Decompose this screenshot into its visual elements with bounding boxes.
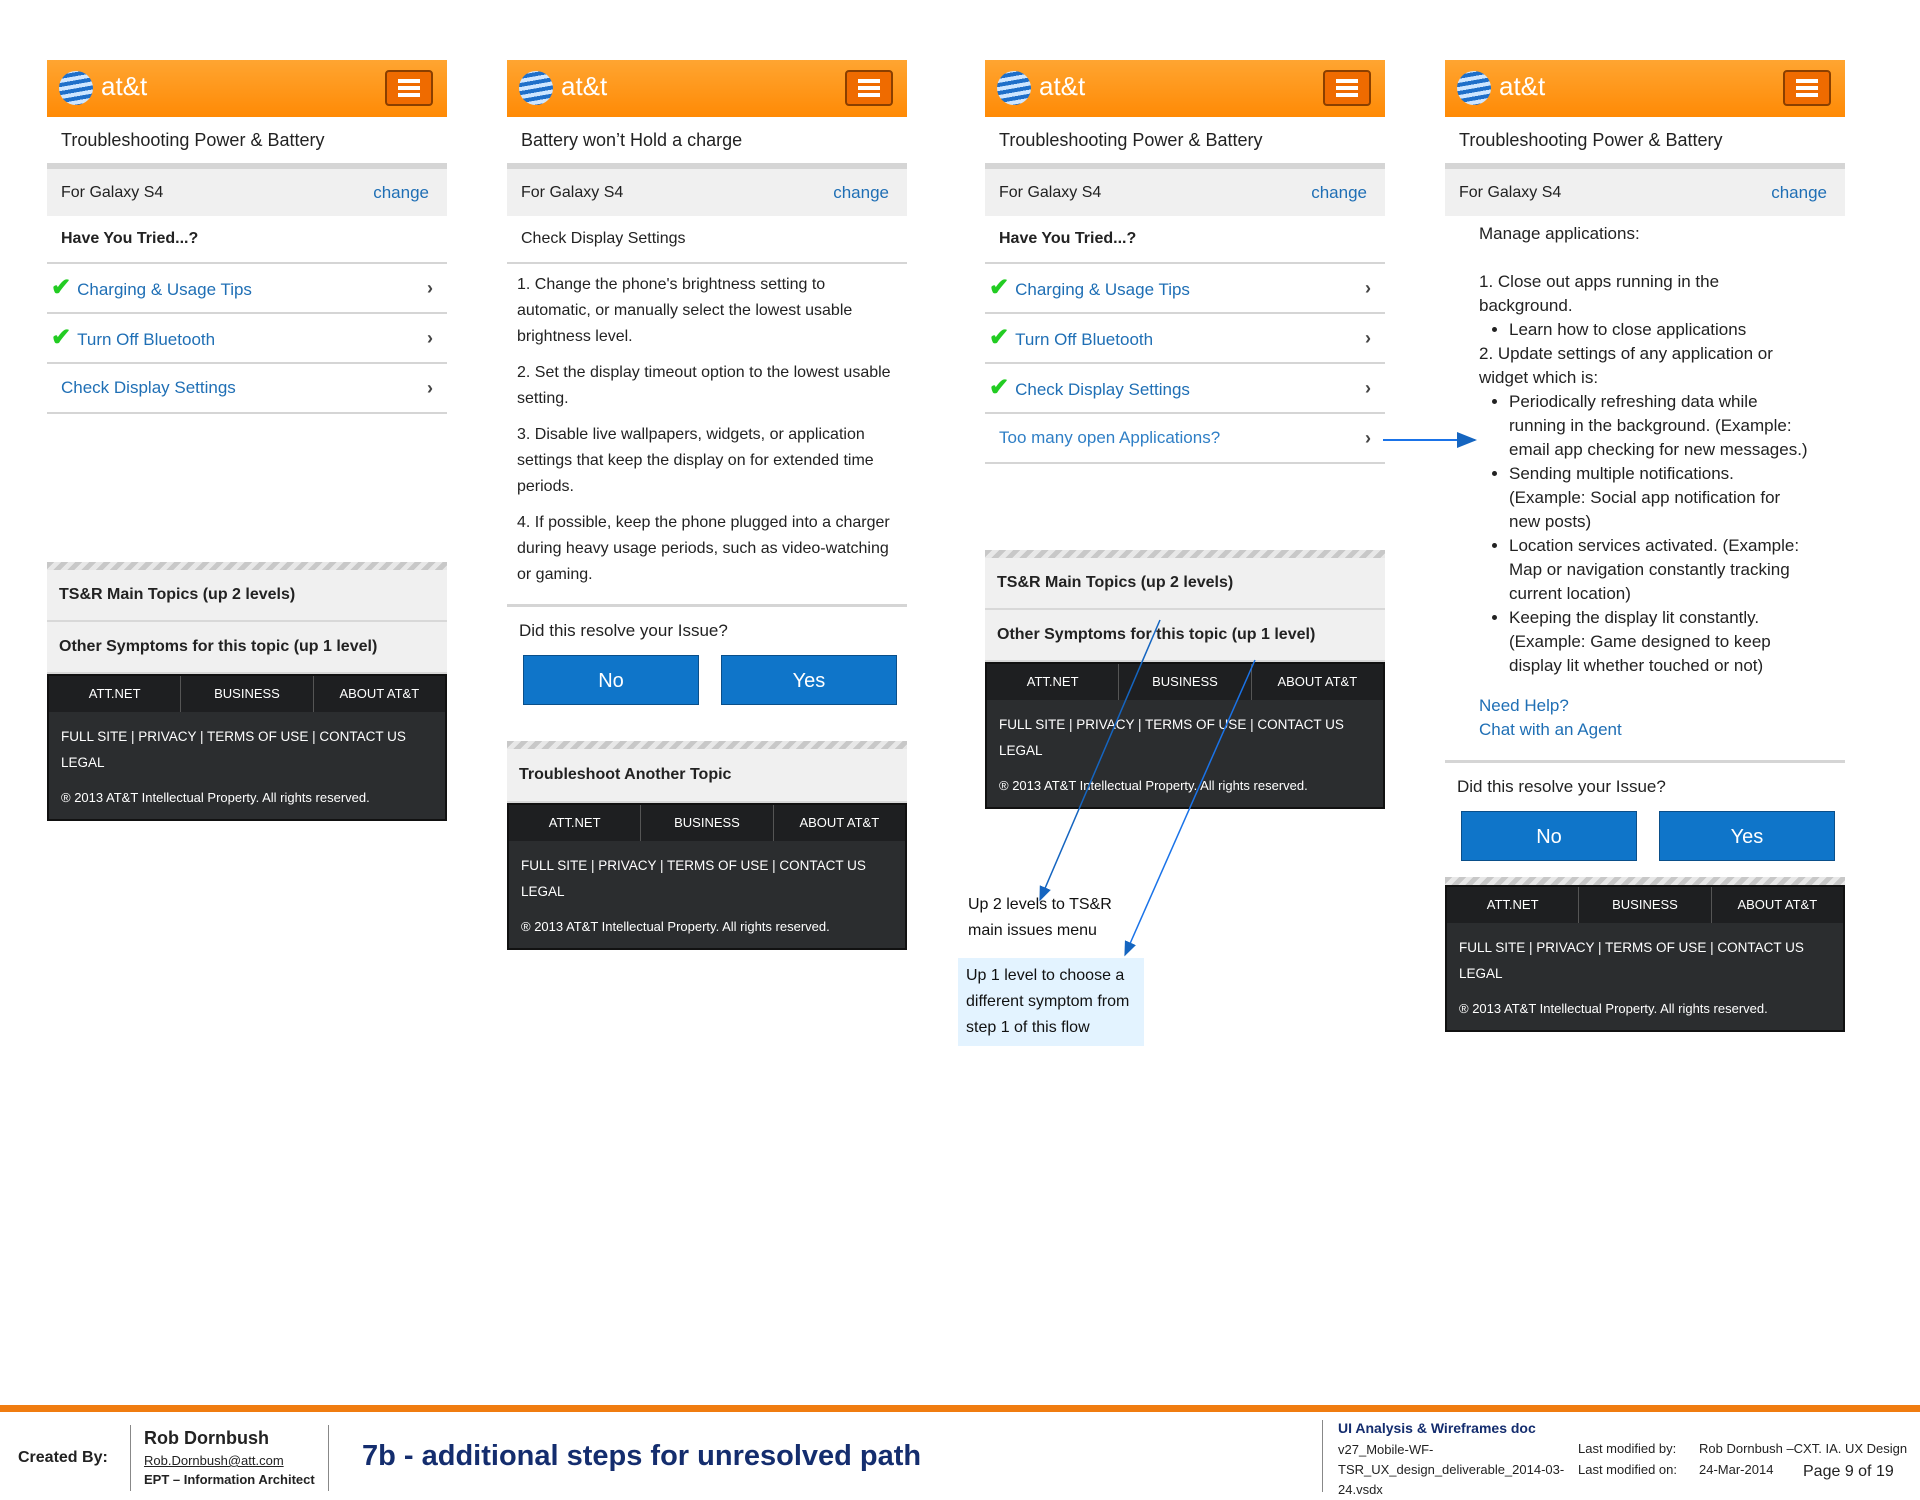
step-text: 2. Set the display timeout option to the lowest usable setting.: [517, 364, 891, 407]
chevron-right-icon: ›: [427, 378, 433, 398]
main-topics-link[interactable]: TS&R Main Topics (up 2 levels): [47, 570, 447, 622]
device-label: For Galaxy S4: [999, 184, 1102, 201]
change-device-link[interactable]: change: [1311, 183, 1367, 202]
footer-nav-att-net[interactable]: ATT.NET: [1447, 887, 1579, 923]
resolve-question: Did this resolve your Issue?: [519, 621, 728, 640]
learn-close-apps-item[interactable]: • Learn how to close applications: [1509, 318, 1809, 342]
footer-nav-business[interactable]: BUSINESS: [641, 805, 773, 841]
list-item-label: Too many open Applications?: [999, 428, 1221, 447]
footer-links[interactable]: FULL SITE | PRIVACY | TERMS OF USE | CONTACT US: [61, 729, 406, 744]
chevron-right-icon: ›: [1365, 328, 1371, 348]
annotation-up-1-level: Up 1 level to choose a different symptom from step 1 of this flow: [958, 958, 1144, 1046]
have-you-tried-heading: Have You Tried...?: [47, 216, 447, 264]
page-title: Troubleshooting Power & Battery: [1445, 117, 1845, 169]
footer-nav-about[interactable]: ABOUT AT&T: [339, 686, 420, 701]
footer-nav-about[interactable]: ABOUT AT&T: [799, 815, 880, 830]
another-topic-link[interactable]: Troubleshoot Another Topic: [507, 749, 907, 803]
bullet-item: • Location services activated. (Example: Map or navigation constantly tracking current location): [1509, 534, 1809, 606]
chevron-right-icon: ›: [1365, 378, 1371, 398]
list-item-label: Check Display Settings: [61, 378, 236, 397]
main-topics-link[interactable]: TS&R Main Topics (up 2 levels): [985, 558, 1385, 610]
list-item-label: Check Display Settings: [1015, 380, 1190, 399]
footer-legal[interactable]: LEGAL: [61, 755, 105, 770]
device-label: For Galaxy S4: [521, 184, 624, 201]
check-icon: ✔: [989, 274, 1010, 301]
flow-arrow: [1040, 620, 1160, 900]
step-text: 1. Close out apps running in the background.: [1479, 272, 1720, 315]
footer-divider: [328, 1425, 329, 1491]
page-title: Troubleshooting Power & Battery: [985, 117, 1385, 169]
bullet-item: • Periodically refreshing data while running in the background. (Example: email app checking for new messages.): [1509, 390, 1809, 462]
footer-nav-business[interactable]: BUSINESS: [1579, 887, 1711, 923]
copyright: ® 2013 AT&T Intellectual Property. All rights reserved.: [1459, 1001, 1768, 1016]
page-title: Battery won’t Hold a charge: [507, 117, 907, 169]
doc-name: UI Analysis & Wireframes doc: [1338, 1420, 1536, 1436]
footer-nav-att-net[interactable]: ATT.NET: [509, 805, 641, 841]
author-email[interactable]: Rob.Dornbush@att.com: [144, 1453, 284, 1468]
footer-nav-business[interactable]: BUSINESS: [181, 676, 313, 712]
page-heading: 7b - additional steps for unresolved path: [362, 1440, 922, 1472]
copyright: ® 2013 AT&T Intellectual Property. All rights reserved.: [61, 790, 370, 805]
author-name: Rob Dornbush: [144, 1428, 269, 1448]
other-symptoms-link[interactable]: Other Symptoms for this topic (up 1 level): [47, 622, 447, 674]
step-text: 3. Disable live wallpapers, widgets, or application settings that keep the display on for extended time periods.: [517, 426, 874, 495]
need-help-heading: Need Help?: [1479, 696, 1569, 715]
author-role: EPT – Information Architect: [144, 1472, 315, 1487]
footer-nav-att-net[interactable]: ATT.NET: [49, 676, 181, 712]
check-icon: ✔: [989, 374, 1010, 401]
footer-divider: [130, 1425, 131, 1491]
footer-links[interactable]: FULL SITE | PRIVACY | TERMS OF USE | CONTACT US: [1459, 940, 1804, 955]
change-device-link[interactable]: change: [833, 183, 889, 202]
copyright: ® 2013 AT&T Intellectual Property. All rights reserved.: [521, 919, 830, 934]
yes-button[interactable]: Yes: [1659, 811, 1835, 861]
no-button[interactable]: No: [523, 655, 699, 705]
no-button[interactable]: No: [1461, 811, 1637, 861]
yes-button[interactable]: Yes: [721, 655, 897, 705]
brand-logo-text: at&t: [1039, 71, 1086, 101]
change-device-link[interactable]: change: [1771, 183, 1827, 202]
list-item-label: Turn Off Bluetooth: [1015, 330, 1154, 349]
chevron-right-icon: ›: [427, 278, 433, 298]
device-label: For Galaxy S4: [1459, 184, 1562, 201]
step-text: 1. Change the phone's brightness setting to automatic, or manually select the lowest usable brightness level.: [517, 276, 853, 345]
chevron-right-icon: ›: [427, 328, 433, 348]
list-item-label: Charging & Usage Tips: [77, 280, 252, 299]
brand-logo-text: at&t: [1499, 71, 1546, 101]
chevron-right-icon: ›: [1365, 428, 1371, 448]
chevron-right-icon: ›: [1365, 278, 1371, 298]
bullet-item: • Sending multiple notifications. (Example: Social app notification for new posts): [1509, 462, 1809, 534]
footer-nav-att-net[interactable]: ATT.NET: [987, 664, 1119, 700]
list-item-label: Turn Off Bluetooth: [77, 330, 216, 349]
modified-on-label: Last modified on:: [1578, 1462, 1678, 1477]
brand-logo-text: at&t: [101, 71, 148, 101]
brand-logo-text: at&t: [561, 71, 608, 101]
copyright: ® 2013 AT&T Intellectual Property. All rights reserved.: [999, 778, 1308, 793]
footer-divider: [1322, 1420, 1323, 1492]
modified-by: Rob Dornbush –CXT. IA. UX Design: [1699, 1441, 1908, 1456]
footer-nav-about[interactable]: ABOUT AT&T: [1737, 897, 1818, 912]
check-icon: ✔: [989, 324, 1010, 351]
page-number: Page 9 of 19: [1803, 1463, 1894, 1480]
footer-legal[interactable]: LEGAL: [1459, 966, 1503, 981]
modified-by-label: Last modified by:: [1578, 1441, 1677, 1456]
footer-nav-business[interactable]: BUSINESS: [1119, 664, 1251, 700]
footer-links[interactable]: FULL SITE | PRIVACY | TERMS OF USE | CONTACT US: [999, 717, 1344, 732]
bullet-item: • Keeping the display lit constantly. (Example: Game designed to keep display lit whether touched or not): [1509, 606, 1809, 678]
chat-agent-link[interactable]: Chat with an Agent: [1479, 720, 1622, 739]
device-label: For Galaxy S4: [61, 184, 164, 201]
flow-arrow: [1125, 660, 1255, 955]
footer-legal[interactable]: LEGAL: [521, 884, 565, 899]
other-symptoms-link[interactable]: Other Symptoms for this topic (up 1 level): [985, 610, 1385, 662]
created-by-label: Created By:: [18, 1449, 108, 1466]
manage-title: Manage applications:: [1479, 224, 1640, 243]
footer-nav-about[interactable]: ABOUT AT&T: [1277, 674, 1358, 689]
page-title: Troubleshooting Power & Battery: [47, 117, 447, 169]
footer-links[interactable]: FULL SITE | PRIVACY | TERMS OF USE | CONTACT US: [521, 858, 866, 873]
resolve-question: Did this resolve your Issue?: [1457, 777, 1666, 796]
modified-on: 24-Mar-2014: [1699, 1462, 1774, 1477]
file-name: v27_Mobile-WF-TSR_UX_design_deliverable_2014-03-24.vsdx: [1338, 1442, 1565, 1497]
footer-rule: [0, 1405, 1920, 1412]
change-device-link[interactable]: change: [373, 183, 429, 202]
check-icon: ✔: [51, 274, 72, 301]
step-text: 4. If possible, keep the phone plugged into a charger during heavy usage periods, such as video-watching or gaming.: [517, 514, 890, 583]
check-icon: ✔: [51, 324, 72, 351]
annotation-up-2-levels: Up 2 levels to TS&R main issues menu: [968, 896, 1112, 939]
list-item-label: Charging & Usage Tips: [1015, 280, 1190, 299]
footer-legal[interactable]: LEGAL: [999, 743, 1043, 758]
have-you-tried-heading: Have You Tried...?: [985, 216, 1385, 264]
section-heading: Check Display Settings: [507, 216, 907, 264]
step-text: 2. Update settings of any application or widget which is:: [1479, 344, 1773, 387]
